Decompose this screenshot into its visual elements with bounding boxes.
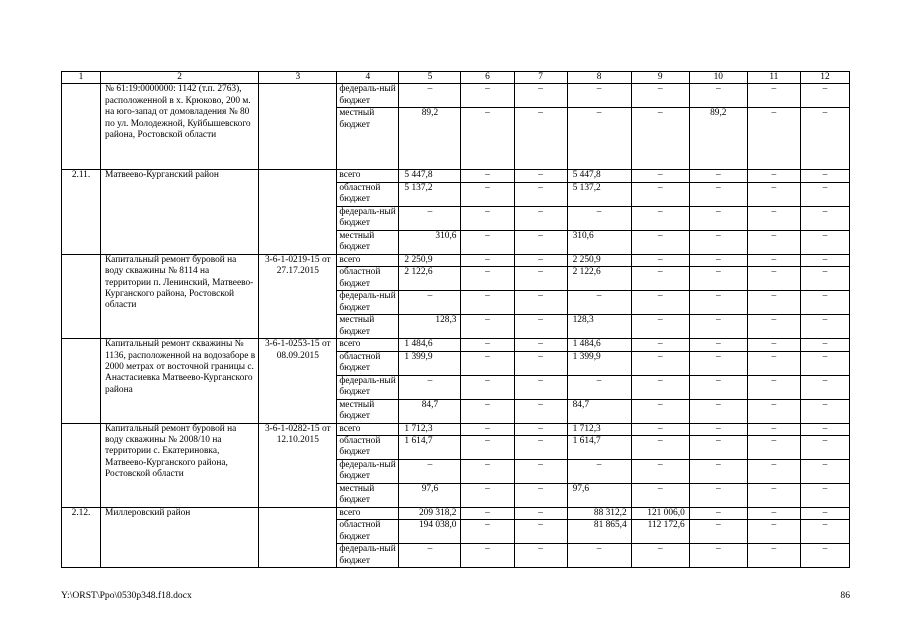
- amount-col12: –: [800, 182, 849, 206]
- footer-file-path: Y:\ORST\Ppo\0530p348.f18.docx: [61, 590, 192, 601]
- amount-col9: –: [631, 544, 689, 568]
- amount-col6: –: [461, 339, 514, 351]
- amount-col7: –: [514, 544, 567, 568]
- project-name: Капитальный ремонт скважины № 1136, расположенной на водозаборе в 2000 метрах от восточной границы с. Анастасиевка Матвеево-Курганского района: [101, 339, 259, 423]
- amount-col8: 5 137,2: [567, 182, 631, 206]
- amount-col7: –: [514, 399, 567, 423]
- column-number: 10: [689, 72, 747, 84]
- amount-col10: –: [689, 170, 747, 182]
- amount-col7: –: [514, 484, 567, 508]
- amount-col8: –: [567, 84, 631, 108]
- amount-col9: –: [631, 84, 689, 108]
- column-number: 3: [259, 72, 337, 84]
- amount-col7: –: [514, 339, 567, 351]
- budget-label: областной бюджет: [337, 182, 399, 206]
- object-code: [259, 84, 337, 170]
- amount-col9: –: [631, 206, 689, 230]
- amount-col8: 1 614,7: [567, 436, 631, 460]
- amount-total: 5 137,2: [399, 182, 461, 206]
- column-number: 7: [514, 72, 567, 84]
- table-row: [62, 84, 850, 108]
- amount-col9: –: [631, 230, 689, 254]
- amount-col10: –: [689, 460, 747, 484]
- amount-col8: –: [567, 544, 631, 568]
- amount-col11: –: [747, 375, 800, 399]
- amount-col9: –: [631, 436, 689, 460]
- amount-col6: –: [461, 399, 514, 423]
- budget-label: федераль-ный бюджет: [337, 291, 399, 315]
- table-row: [62, 254, 850, 266]
- column-number: 8: [567, 72, 631, 84]
- amount-col7: –: [514, 423, 567, 435]
- amount-col12: –: [800, 206, 849, 230]
- budget-label: всего: [337, 254, 399, 266]
- amount-total: 1 614,7: [399, 436, 461, 460]
- amount-col9: 121 006,0: [631, 508, 689, 520]
- amount-col9: –: [631, 170, 689, 182]
- amount-col8: 310,6: [567, 230, 631, 254]
- amount-col12: –: [800, 423, 849, 435]
- amount-col11: –: [747, 254, 800, 266]
- amount-col8: –: [567, 206, 631, 230]
- row-number: [62, 254, 101, 338]
- amount-col10: –: [689, 484, 747, 508]
- column-number: 12: [800, 72, 849, 84]
- column-number: 1: [62, 72, 101, 84]
- column-number: 2: [101, 72, 259, 84]
- amount-total: –: [399, 206, 461, 230]
- amount-col8: 2 250,9: [567, 254, 631, 266]
- amount-total: –: [399, 291, 461, 315]
- amount-col11: –: [747, 520, 800, 544]
- amount-total: 128,3: [399, 315, 461, 339]
- project-name: Капитальный ремонт буровой на воду скважины № 8114 на территории п. Ленинский, Матвеево-Курганского района, Ростовской области: [101, 254, 259, 338]
- amount-col12: –: [800, 484, 849, 508]
- project-code: 3-6-1-0253-15 от 08.09.2015: [259, 339, 337, 423]
- amount-col11: –: [747, 84, 800, 108]
- amount-col11: –: [747, 170, 800, 182]
- amount-col12: –: [800, 436, 849, 460]
- amount-col9: –: [631, 423, 689, 435]
- amount-col12: –: [800, 339, 849, 351]
- amount-total: 97,6: [399, 484, 461, 508]
- amount-col12: –: [800, 520, 849, 544]
- amount-col7: –: [514, 230, 567, 254]
- amount-col10: –: [689, 339, 747, 351]
- budget-label: местный бюджет: [337, 399, 399, 423]
- amount-col10: –: [689, 544, 747, 568]
- amount-col6: –: [461, 230, 514, 254]
- amount-total: –: [399, 84, 461, 108]
- amount-total: 310,6: [399, 230, 461, 254]
- amount-col8: 81 865,4: [567, 520, 631, 544]
- amount-col11: –: [747, 108, 800, 170]
- object-code: [259, 170, 337, 254]
- budget-label: всего: [337, 508, 399, 520]
- column-number: 6: [461, 72, 514, 84]
- row-number: 2.12.: [62, 508, 101, 568]
- amount-col10: –: [689, 520, 747, 544]
- amount-col10: –: [689, 351, 747, 375]
- table-row: [62, 423, 850, 435]
- amount-col8: 128,3: [567, 315, 631, 339]
- amount-col6: –: [461, 351, 514, 375]
- amount-total: 2 122,6: [399, 267, 461, 291]
- amount-col10: –: [689, 508, 747, 520]
- amount-col6: –: [461, 436, 514, 460]
- amount-col11: –: [747, 315, 800, 339]
- amount-total: 209 318,2: [399, 508, 461, 520]
- amount-col7: –: [514, 206, 567, 230]
- amount-col9: –: [631, 484, 689, 508]
- amount-col10: –: [689, 206, 747, 230]
- amount-total: –: [399, 375, 461, 399]
- amount-col12: –: [800, 375, 849, 399]
- budget-label: областной бюджет: [337, 436, 399, 460]
- project-code: 3-6-1-0219-15 от 27.17.2015: [259, 254, 337, 338]
- amount-total: –: [399, 544, 461, 568]
- amount-col11: –: [747, 460, 800, 484]
- amount-col6: –: [461, 170, 514, 182]
- amount-col9: –: [631, 108, 689, 170]
- amount-col12: –: [800, 399, 849, 423]
- amount-col8: –: [567, 291, 631, 315]
- amount-col6: –: [461, 484, 514, 508]
- amount-col6: –: [461, 267, 514, 291]
- amount-col8: –: [567, 108, 631, 170]
- amount-col6: –: [461, 423, 514, 435]
- column-number-row: [62, 72, 850, 84]
- amount-col10: –: [689, 291, 747, 315]
- amount-total: 1 399,9: [399, 351, 461, 375]
- amount-col7: –: [514, 508, 567, 520]
- amount-col11: –: [747, 291, 800, 315]
- amount-total: 5 447,8: [399, 170, 461, 182]
- amount-col6: –: [461, 291, 514, 315]
- amount-col9: –: [631, 375, 689, 399]
- amount-col6: –: [461, 375, 514, 399]
- amount-col7: –: [514, 351, 567, 375]
- amount-col8: –: [567, 460, 631, 484]
- amount-col8: 88 312,2: [567, 508, 631, 520]
- budget-label: областной бюджет: [337, 351, 399, 375]
- amount-col7: –: [514, 460, 567, 484]
- project-code: 3-6-1-0282-15 от 12.10.2015: [259, 423, 337, 507]
- amount-col11: –: [747, 484, 800, 508]
- amount-col6: –: [461, 254, 514, 266]
- amount-col9: –: [631, 291, 689, 315]
- column-number: 4: [337, 72, 399, 84]
- row-number: [62, 423, 101, 507]
- amount-col9: 112 172,6: [631, 520, 689, 544]
- amount-col9: –: [631, 460, 689, 484]
- amount-col9: –: [631, 254, 689, 266]
- row-number: 2.11.: [62, 170, 101, 254]
- amount-col8: 97,6: [567, 484, 631, 508]
- amount-col6: –: [461, 520, 514, 544]
- amount-col6: –: [461, 206, 514, 230]
- amount-col12: –: [800, 84, 849, 108]
- footer-page-number: 86: [840, 590, 850, 601]
- amount-col10: –: [689, 399, 747, 423]
- amount-col7: –: [514, 315, 567, 339]
- amount-col12: –: [800, 291, 849, 315]
- amount-col10: –: [689, 423, 747, 435]
- amount-total: 84,7: [399, 399, 461, 423]
- amount-col12: –: [800, 460, 849, 484]
- amount-col12: –: [800, 351, 849, 375]
- amount-col11: –: [747, 399, 800, 423]
- amount-total: –: [399, 460, 461, 484]
- budget-label: федераль-ный бюджет: [337, 206, 399, 230]
- amount-col12: –: [800, 544, 849, 568]
- budget-label: федераль-ный бюджет: [337, 84, 399, 108]
- budget-label: местный бюджет: [337, 315, 399, 339]
- amount-col10: 89,2: [689, 108, 747, 170]
- table-row: [62, 170, 850, 182]
- amount-col6: –: [461, 508, 514, 520]
- column-number: 11: [747, 72, 800, 84]
- amount-col11: –: [747, 339, 800, 351]
- object-code: [259, 508, 337, 568]
- budget-label: всего: [337, 423, 399, 435]
- budget-label: федераль-ный бюджет: [337, 544, 399, 568]
- amount-col10: –: [689, 315, 747, 339]
- object-name: № 61:19:0000000: 1142 (т.п. 2763), расположенной в х. Крюково, 200 м. на юго-запад от домовладения № 80 по ул. Молодежной, Куйбышевского района, Ростовской области: [101, 84, 259, 170]
- amount-col10: –: [689, 230, 747, 254]
- amount-col12: –: [800, 108, 849, 170]
- budget-table: [61, 71, 850, 568]
- amount-col11: –: [747, 423, 800, 435]
- amount-col9: –: [631, 339, 689, 351]
- amount-col6: –: [461, 84, 514, 108]
- amount-col6: –: [461, 315, 514, 339]
- amount-col8: –: [567, 375, 631, 399]
- amount-col12: –: [800, 267, 849, 291]
- amount-col12: –: [800, 170, 849, 182]
- table-row: [62, 339, 850, 351]
- amount-col6: –: [461, 544, 514, 568]
- row-number: [62, 339, 101, 423]
- amount-col8: 5 447,8: [567, 170, 631, 182]
- amount-col7: –: [514, 254, 567, 266]
- row-number: [62, 84, 101, 170]
- amount-col7: –: [514, 436, 567, 460]
- amount-col12: –: [800, 230, 849, 254]
- amount-total: 2 250,9: [399, 254, 461, 266]
- amount-col10: –: [689, 84, 747, 108]
- amount-col11: –: [747, 267, 800, 291]
- budget-label: областной бюджет: [337, 520, 399, 544]
- amount-col11: –: [747, 544, 800, 568]
- amount-col7: –: [514, 182, 567, 206]
- amount-col12: –: [800, 254, 849, 266]
- amount-col12: –: [800, 508, 849, 520]
- amount-col8: 1 484,6: [567, 339, 631, 351]
- amount-col11: –: [747, 230, 800, 254]
- amount-total: 89,2: [399, 108, 461, 170]
- budget-label: всего: [337, 170, 399, 182]
- budget-label: всего: [337, 339, 399, 351]
- amount-col7: –: [514, 291, 567, 315]
- amount-total: 1 484,6: [399, 339, 461, 351]
- amount-col11: –: [747, 436, 800, 460]
- amount-col11: –: [747, 508, 800, 520]
- amount-col9: –: [631, 315, 689, 339]
- amount-col9: –: [631, 267, 689, 291]
- amount-col12: –: [800, 315, 849, 339]
- amount-col6: –: [461, 460, 514, 484]
- amount-col8: 1 399,9: [567, 351, 631, 375]
- amount-col7: –: [514, 375, 567, 399]
- amount-col8: 84,7: [567, 399, 631, 423]
- budget-label: местный бюджет: [337, 484, 399, 508]
- column-number: 5: [399, 72, 461, 84]
- budget-label: федераль-ный бюджет: [337, 460, 399, 484]
- amount-col10: –: [689, 267, 747, 291]
- budget-label: федераль-ный бюджет: [337, 375, 399, 399]
- amount-col10: –: [689, 182, 747, 206]
- budget-label: местный бюджет: [337, 230, 399, 254]
- budget-label: областной бюджет: [337, 267, 399, 291]
- amount-col9: –: [631, 351, 689, 375]
- amount-col8: 1 712,3: [567, 423, 631, 435]
- amount-col9: –: [631, 182, 689, 206]
- amount-col8: 2 122,6: [567, 267, 631, 291]
- amount-col7: –: [514, 267, 567, 291]
- project-name: Капитальный ремонт буровой на воду скважины № 2008/10 на территории с. Екатериновка, Матвеево-Курганского района, Ростовской области: [101, 423, 259, 507]
- amount-col9: –: [631, 399, 689, 423]
- amount-col6: –: [461, 182, 514, 206]
- amount-col7: –: [514, 520, 567, 544]
- amount-col10: –: [689, 254, 747, 266]
- district-name: Матвеево-Курганский район: [101, 170, 259, 254]
- amount-col7: –: [514, 84, 567, 108]
- amount-col11: –: [747, 206, 800, 230]
- budget-label: местный бюджет: [337, 108, 399, 170]
- table-row: [62, 508, 850, 520]
- amount-col6: –: [461, 108, 514, 170]
- amount-col11: –: [747, 351, 800, 375]
- amount-col11: –: [747, 182, 800, 206]
- amount-col10: –: [689, 436, 747, 460]
- column-number: 9: [631, 72, 689, 84]
- amount-col7: –: [514, 170, 567, 182]
- district-name: Миллеровский район: [101, 508, 259, 568]
- amount-total: 194 038,0: [399, 520, 461, 544]
- amount-col7: –: [514, 108, 567, 170]
- amount-col10: –: [689, 375, 747, 399]
- amount-total: 1 712,3: [399, 423, 461, 435]
